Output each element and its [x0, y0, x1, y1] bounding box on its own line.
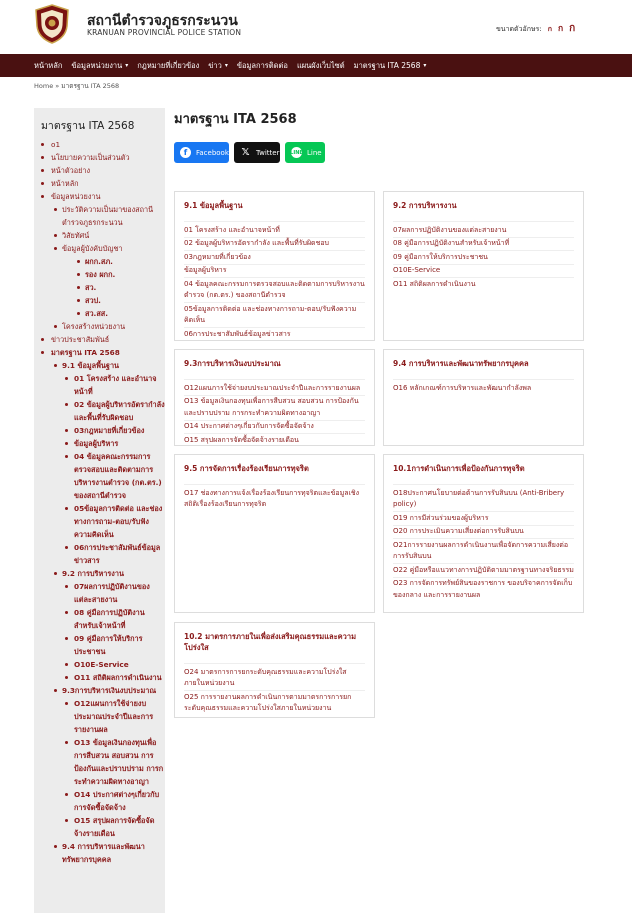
sidebar-item[interactable]: 9.2 การบริหารงาน — [34, 567, 165, 580]
nav-item-agency-info[interactable] — [71, 60, 128, 72]
font-size-control — [496, 21, 575, 36]
sidebar-item[interactable]: 02 ข้อมูลผู้บริหารอัตรากำลัง และพื้นที่รับผิดชอบ — [34, 398, 165, 424]
card-link[interactable]: O12แผนการใช้จ่ายงบประมาณประจำปีและการรายงานผล — [184, 382, 365, 396]
font-size-large-button[interactable]: ก — [569, 23, 576, 34]
card-link[interactable]: O10E-Service — [393, 265, 574, 279]
card-complaints — [174, 454, 375, 613]
card-list — [184, 379, 365, 447]
sidebar-item[interactable]: มาตรฐาน ITA 2568 — [34, 346, 165, 359]
share-facebook-button[interactable] — [174, 142, 229, 163]
sidebar-item[interactable]: 06การประชาสัมพันธ์ข้อมูลข่าวสาร — [34, 541, 165, 567]
sidebar-item[interactable]: 9.4 การบริหารและพัฒนาทรัพยากรบุคคล — [34, 840, 165, 866]
police-logo[interactable] — [34, 4, 70, 44]
card-title: 9.3การบริหารเงินงบประมาณ — [184, 359, 281, 368]
sidebar-item[interactable]: วิสัยทัศน์ — [34, 229, 165, 242]
card-link[interactable]: O19 การมีส่วนร่วมของผู้บริหาร — [393, 512, 574, 526]
card-link[interactable]: O24 มาตรการการยกระดับคุณธรรมและความโปร่งใสภายในหน่วยงาน — [184, 666, 365, 691]
chevron-down-icon: ▾ — [423, 62, 427, 69]
card-title: 10.1การดำเนินการเพื่อป้องกันการทุจริต — [393, 464, 525, 473]
nav-item-home[interactable] — [34, 60, 62, 72]
card-list — [184, 221, 365, 341]
sidebar-item[interactable]: 04 ข้อมูลคณะกรรมการตรวจสอบและติดตามการบริหารงานตำรวจ (กต.ตร.) ของสถานีตำรวจ — [34, 450, 165, 502]
card-link[interactable]: 09 คู่มือการให้บริการประชาชน — [393, 251, 574, 265]
sidebar — [34, 108, 165, 913]
sidebar-item[interactable]: O15 สรุปผลการจัดซื้อจัดจ้างรายเดือน — [34, 814, 165, 840]
card-link[interactable]: O21การรายงานผลการดำเนินงานเพื่อจัดการความเสี่ยงต่อการรับสินบน — [393, 539, 574, 564]
nav-item-sitemap[interactable] — [297, 60, 345, 72]
card-link[interactable]: O15 สรุปผลการจัดซื้อจัดจ้างรายเดือน — [184, 435, 299, 444]
main-nav — [0, 54, 632, 77]
share-x-label: Twitter — [256, 148, 280, 157]
site-subtitle: KRANUAN PROVINCIAL POLICE STATION — [87, 28, 242, 37]
card-anti-corruption — [383, 454, 584, 613]
sidebar-title: มาตรฐาน ITA 2568 — [41, 120, 135, 132]
card-list — [184, 484, 365, 511]
sidebar-item[interactable]: ประวัติความเป็นมาของสถานีตำรวจภูธรกระนวน — [34, 203, 165, 229]
card-link[interactable]: 05ข้อมูลการติดต่อ และช่องทางการถาม-ตอบ/รับฟังความคิดเห็น — [184, 303, 365, 328]
share-line-label: Line — [307, 148, 322, 157]
nav-label: แผนผังเว็บไซต์ — [296, 60, 345, 70]
card-link[interactable]: O13 ข้อมูลเงินกองทุนเพื่อการสืบสวน สอบสวน การป้องกันและปราบปราม การกระทำความผิดทางอาญา — [184, 396, 365, 421]
card-human-resources — [383, 349, 584, 446]
card-link[interactable]: 07ผลการปฏิบัติงานของแต่ละสายงาน — [393, 224, 574, 238]
share-facebook-label: Facebook — [196, 148, 229, 157]
sidebar-item[interactable]: สว. — [34, 281, 165, 294]
card-administration — [383, 191, 584, 341]
sidebar-item[interactable]: 05ข้อมูลการติดต่อ และช่องทางการถาม-ตอบ/รับฟังความคิดเห็น — [34, 502, 165, 541]
card-list — [393, 221, 574, 291]
nav-item-ita[interactable] — [354, 60, 427, 72]
sidebar-item[interactable]: ข้อมูลผู้บังคับบัญชา — [34, 242, 165, 255]
card-link[interactable]: 02 ข้อมูลผู้บริหารอัตรากำลัง และพื้นที่รับผิดชอบ — [184, 238, 365, 252]
sidebar-item[interactable]: นโยบายความเป็นส่วนตัว — [34, 151, 165, 164]
nav-label: ข้อมูลการติดต่อ — [236, 60, 288, 70]
site-title: สถานีตำรวจภูธรกระนวน — [87, 13, 238, 29]
font-size-medium-button[interactable]: ก — [557, 24, 564, 34]
card-link[interactable]: 03กฎหมายที่เกี่ยวข้อง — [184, 251, 365, 265]
line-icon: LINE — [291, 147, 302, 158]
card-title: 9.2 การบริหารงาน — [393, 201, 457, 210]
card-title: 9.5 การจัดการเรื่องร้องเรียนการทุจริต — [184, 464, 309, 473]
card-list — [393, 379, 574, 395]
sidebar-item[interactable]: 9.1 ข้อมูลพื้นฐาน — [34, 359, 165, 372]
card-link[interactable]: O20 การประเมินความเสี่ยงต่อการรับสินบน — [393, 526, 574, 540]
nav-label: ข้อมูลหน่วยงาน — [71, 60, 123, 70]
sidebar-item[interactable]: ข่าวประชาสัมพันธ์ — [34, 333, 165, 346]
sidebar-item[interactable]: โครงสร้างหน่วยงาน — [34, 320, 165, 333]
card-link[interactable]: O14 ประกาศต่างๆเกี่ยวกับการจัดซื้อจัดจ้าง — [184, 421, 365, 435]
share-x-button[interactable] — [234, 142, 280, 163]
card-link[interactable]: 08 คู่มือการปฏิบัติงานสำหรับเจ้าหน้าที่ — [393, 238, 574, 252]
nav-label: กฎหมายที่เกี่ยวข้อง — [137, 60, 200, 70]
sidebar-item[interactable]: ผกก.สภ. — [34, 255, 165, 268]
card-basic-info — [174, 191, 375, 341]
card-title: 9.1 ข้อมูลพื้นฐาน — [184, 201, 243, 210]
card-list — [184, 663, 365, 715]
nav-label: มาตรฐาน ITA 2568 — [353, 60, 421, 70]
sidebar-item[interactable]: o1 — [34, 138, 165, 151]
sidebar-item[interactable]: หน้าหลัก — [34, 177, 165, 190]
card-link[interactable]: O25 การรายงานผลการดำเนินการตามมาตรการการยกระดับคุณธรรมและความโปร่งใสภายในหน่วยงาน — [184, 692, 352, 712]
breadcrumb[interactable]: Home » มาตรฐาน ITA 2568 — [34, 82, 120, 90]
sidebar-item[interactable]: 01 โครงสร้าง และอำนาจหน้าที่ — [34, 372, 165, 398]
card-list — [393, 484, 574, 602]
sidebar-item[interactable]: 07ผลการปฏิบัติงานของแต่ละสายงาน — [34, 580, 165, 606]
nav-label: ข่าว — [208, 60, 222, 70]
sidebar-item[interactable]: O10E-Service — [34, 658, 165, 671]
sidebar-item[interactable]: O12แผนการใช้จ่ายงบประมาณประจำปีและการรายงานผล — [34, 697, 165, 736]
sidebar-item[interactable]: สวป. — [34, 294, 165, 307]
card-link[interactable]: O18ประกาศนโยบายต่อต้านการรับสินบน (Anti-Bribery policy) — [393, 487, 574, 512]
sidebar-item[interactable]: ข้อมูลผู้บริหาร — [34, 437, 165, 450]
card-link[interactable]: 06การประชาสัมพันธ์ข้อมูลข่าวสาร — [184, 329, 291, 338]
card-link[interactable]: O23 การจัดการทรัพย์สินของราชการ ของบริจาคการจัดเก็บของกลาง และการรายงานผล — [393, 579, 573, 599]
facebook-icon: f — [180, 147, 191, 158]
chevron-down-icon: ▾ — [224, 62, 228, 69]
sidebar-list — [34, 138, 165, 866]
nav-item-news[interactable] — [208, 60, 228, 72]
sidebar-item[interactable]: 08 คู่มือการปฏิบัติงานสำหรับเจ้าหน้าที่ — [34, 606, 165, 632]
x-icon: 𝕏 — [241, 147, 250, 158]
site-header — [0, 0, 632, 54]
sidebar-item[interactable]: ข้อมูลหน่วยงาน — [34, 190, 165, 203]
card-budget — [174, 349, 375, 446]
card-link[interactable]: O17 ช่องทางการแจ้งเรื่องร้องเรียนการทุจริตและข้อมูลเชิงสถิติเรื่องร้องเรียนการทุจริต — [184, 488, 360, 508]
nav-item-laws[interactable] — [137, 60, 199, 72]
sidebar-item[interactable]: 03กฎหมายที่เกี่ยวข้อง — [34, 424, 165, 437]
sidebar-item[interactable]: รอง ผกก. — [34, 268, 165, 281]
nav-item-contact[interactable] — [237, 60, 288, 72]
card-title: 9.4 การบริหารและพัฒนาทรัพยากรบุคคล — [393, 359, 529, 368]
sidebar-item[interactable]: O14 ประกาศต่างๆเกี่ยวกับการจัดซื้อจัดจ้าง — [34, 788, 165, 814]
card-integrity-measures — [174, 622, 375, 718]
page-title: มาตรฐาน ITA 2568 — [174, 112, 297, 127]
sidebar-item[interactable]: 09 คู่มือการให้บริการประชาชน — [34, 632, 165, 658]
nav-label: หน้าหลัก — [34, 60, 63, 70]
sidebar-item[interactable]: O13 ข้อมูลเงินกองทุนเพื่อการสืบสวน สอบสวน การป้องกันและปราบปราม การกระทำความผิดทางอาญา — [34, 736, 165, 788]
card-title: 10.2 มาตรการภายในเพื่อส่งเสริมคุณธรรมและความโปร่งใส — [184, 632, 357, 652]
chevron-down-icon: ▾ — [125, 62, 129, 69]
card-link[interactable]: 01 โครงสร้าง และอำนาจหน้าที่ — [184, 224, 365, 238]
card-link[interactable]: O16 หลักเกณฑ์การบริหารและพัฒนากำลังพล — [393, 383, 532, 392]
sidebar-item[interactable]: สว.สส. — [34, 307, 165, 320]
card-link[interactable]: O22 คู่มือหรือแนวทางการปฏิบัติตามมาตรฐานทางจริยธรรม — [393, 564, 574, 578]
card-link[interactable]: 04 ข้อมูลคณะกรรมการตรวจสอบและติดตามการบริหารงานตำรวจ (กต.ตร.) ของสถานีตำรวจ — [184, 278, 365, 303]
sidebar-item[interactable]: O11 สถิติผลการดำเนินงาน — [34, 671, 165, 684]
share-line-button[interactable] — [285, 142, 325, 163]
card-link[interactable]: O11 สถิติผลการดำเนินงาน — [393, 279, 476, 288]
font-size-small-button[interactable]: ก — [547, 25, 552, 33]
font-size-label: ขนาดตัวอักษร: — [496, 25, 542, 33]
sidebar-item[interactable]: หน้าตัวอย่าง — [34, 164, 165, 177]
card-link[interactable]: ข้อมูลผู้บริหาร — [184, 265, 365, 279]
sidebar-item[interactable]: 9.3การบริหารเงินงบประมาณ — [34, 684, 165, 697]
